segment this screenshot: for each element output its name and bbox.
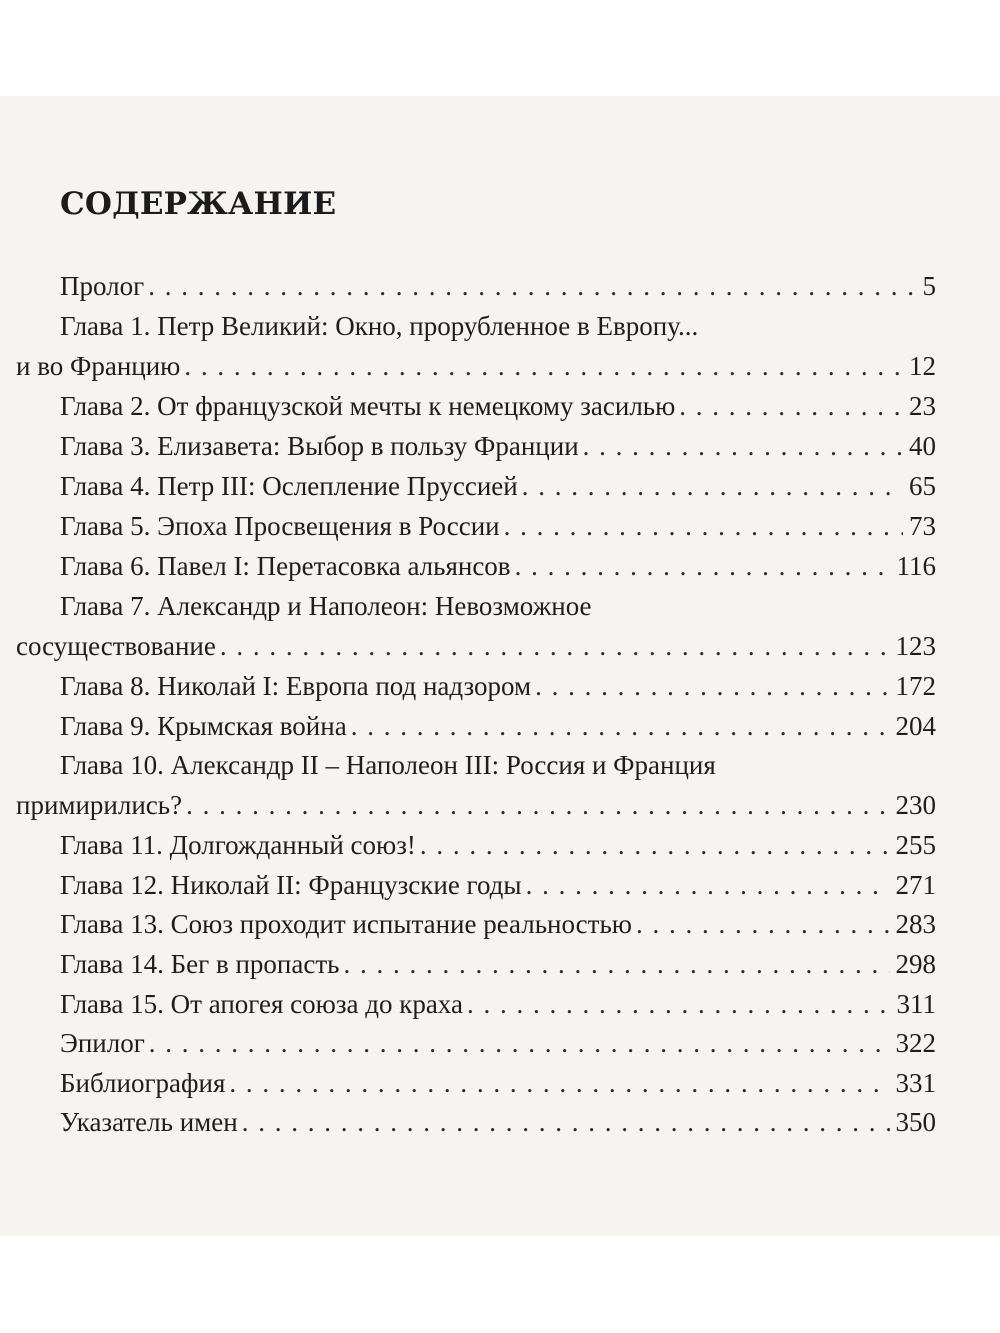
toc-entry-label: Глава 15. От апогея союза до краха: [60, 989, 463, 1019]
toc-entry: [60, 426, 936, 466]
toc-entry: [60, 466, 936, 506]
leader-dots: [515, 546, 891, 586]
leader-dots: [679, 386, 903, 426]
toc-entry-label-line1: Глава 1. Петр Великий: Окно, прорубленное в Европу...: [60, 311, 699, 341]
toc-entry-label: Глава 14. Бег в пропасть: [60, 949, 340, 979]
toc-entry-page: 311: [896, 989, 936, 1019]
toc-entry-label: Пролог: [60, 271, 145, 301]
toc-entry-label: Глава 12. Николай II: Французские годы: [60, 870, 522, 900]
toc-entry-page: 12: [909, 351, 936, 381]
leader-dots: [351, 706, 890, 746]
leader-dots: [186, 785, 889, 825]
toc-entry-label: Глава 11. Долгожданный союз!: [60, 830, 416, 860]
toc-entry-page: 123: [895, 631, 936, 661]
toc-entry-label: Глава 2. От французской мечты к немецкому засилью: [60, 391, 676, 421]
toc-entry-page: 65: [909, 471, 936, 501]
leader-dots: [467, 984, 891, 1024]
leader-dots: [583, 426, 903, 466]
toc-entry: [60, 1023, 936, 1063]
toc-entry-label: примирились?: [16, 790, 183, 820]
toc-entry: [60, 266, 936, 306]
toc-entry: [16, 626, 936, 666]
leader-dots: [504, 506, 903, 546]
toc-entry: [60, 706, 936, 746]
toc-entry-label: Эпилог: [60, 1028, 145, 1058]
toc-entry-page: 40: [909, 431, 936, 461]
toc-entry: [60, 1063, 936, 1103]
toc-entry-page: 5: [922, 271, 936, 301]
leader-dots: [149, 1023, 890, 1063]
leader-dots: [220, 626, 890, 666]
leader-dots: [229, 1063, 889, 1103]
leader-dots: [420, 825, 890, 865]
toc-entry-label: Глава 5. Эпоха Просвещения в России: [60, 511, 500, 541]
toc-entry: [16, 346, 936, 386]
toc-entry-page: 350: [895, 1107, 936, 1137]
leader-dots: [148, 266, 916, 306]
toc-entry-label: Глава 4. Петр III: Ослепление Пруссией: [60, 471, 518, 501]
toc-entry-page: 204: [895, 711, 936, 741]
toc-entry-page: 331: [895, 1068, 936, 1098]
toc-entry-label: сосуществование: [16, 631, 216, 661]
toc-entry-page: 116: [896, 551, 936, 581]
toc-entry-label: Указатель имен: [60, 1107, 238, 1137]
toc-entry-label: Библиография: [60, 1068, 226, 1098]
toc-entry-label: Глава 3. Елизавета: Выбор в пользу Франции: [60, 431, 579, 461]
toc-entry: [60, 825, 936, 865]
leader-dots: [522, 466, 903, 506]
toc-entry: [60, 904, 936, 944]
toc-entry-label: Глава 6. Павел I: Перетасовка альянсов: [60, 551, 511, 581]
toc-entry-label-line1: Глава 7. Александр и Наполеон: Невозможное: [60, 591, 592, 621]
toc-entry: [60, 386, 936, 426]
toc-entry: [16, 785, 936, 825]
toc-entry-page: 23: [909, 391, 936, 421]
toc-entry: [60, 506, 936, 546]
leader-dots: [343, 944, 889, 984]
toc-entry: [60, 666, 936, 706]
toc-entry-page: 271: [895, 870, 936, 900]
toc-entry-label: Глава 8. Николай I: Европа под надзором: [60, 671, 532, 701]
leader-dots: [242, 1102, 890, 1142]
toc-entry: [60, 984, 936, 1024]
toc-entry-label: Глава 9. Крымская война: [60, 711, 347, 741]
toc-entry-label: Глава 13. Союз проходит испытание реальностью: [60, 909, 632, 939]
toc-entry-page: 255: [895, 830, 936, 860]
page-title: СОДЕРЖАНИЕ: [60, 186, 337, 222]
toc-entry-label-line1: Глава 10. Александр II – Наполеон III: Россия и Франция: [60, 750, 716, 780]
leader-dots: [636, 904, 890, 944]
toc-entry-page: 322: [895, 1028, 936, 1058]
toc-entry-page: 230: [895, 790, 936, 820]
toc-entry: [60, 1102, 936, 1142]
leader-dots: [535, 666, 889, 706]
toc-entry-page: 283: [895, 909, 936, 939]
toc-entry: [60, 546, 936, 586]
toc-entry-page: 298: [895, 949, 936, 979]
leader-dots: [526, 865, 890, 905]
toc-entry-page: 172: [895, 671, 936, 701]
toc-entry-label: и во Францию: [16, 351, 181, 381]
toc-entry: [60, 865, 936, 905]
toc-entry: [60, 944, 936, 984]
toc-entry-page: 73: [909, 511, 936, 541]
leader-dots: [184, 346, 903, 386]
